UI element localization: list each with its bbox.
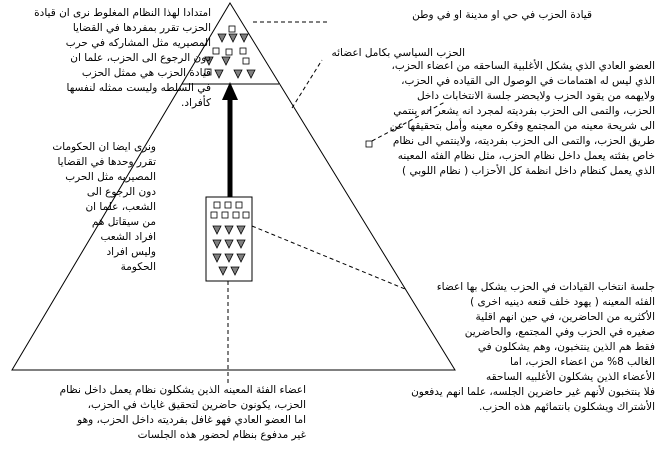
square-icon <box>233 212 239 218</box>
left-top-note: امتدادا لهذا النظام المغلوط نرى ان قيادة الحزب تقرر بمفردها في القضايا المصيريه مثل المشاركه في حرب دون الرجوع الى الحزب، علما ان قيادة الحزب هي ممثل الحزب في السلطه وليست ممثله لنفسها كأفراد. <box>34 7 211 109</box>
members-note: الحزب السياسي بكامل اعضائه <box>331 47 465 59</box>
left-mid-note: ونرى ايضا ان الحكومات تقرر وحدها في القضايا المصيريه مثل الحرب دون الرجوع الى الشعب، علما ان من سيقاتل هم افراد الشعب وليس افراد الحكومة <box>52 141 156 273</box>
leaders-note: قيادة الحزب في حي او مدينة او في وطن <box>412 9 592 21</box>
square-icon <box>229 26 235 32</box>
triangle-icon <box>240 34 248 42</box>
ordinary-member-note: العضو العادي الذي يشكل الأغلبية الساحقه من اعضاء الحزب، الذي ليس له اهتمامات في الوصول الى القياده في الحزب، ولايهمه من يقود الحزب ولايحضر جلسة الانتخابات داخل الحزب، والتمى الى الحزب بفرديته لمجرد انه يشعر انه ينتمي الى شريحة معينه من المجتمع وفكره معينه وأمل بتحقيقها عن طريق الحزب، والتمى الى الحزب بفرديته، ولاينتمي الى نظام خاص بفئته يعمل داخل نظام الحزب، مثل نظام الفئه المعينه الذي يعمل كنظام داخل انظمة كل الأحزاب ( نظام اللوبي ) <box>389 60 655 177</box>
square-icon <box>214 202 220 208</box>
square-icon <box>243 212 249 218</box>
triangle-icon <box>218 34 226 42</box>
square-icon <box>225 202 231 208</box>
square-icon <box>226 49 232 55</box>
square-icon <box>243 58 249 64</box>
square-icon <box>240 48 246 54</box>
arrow-head <box>222 82 238 100</box>
square-icon <box>222 212 228 218</box>
square-icon <box>236 202 242 208</box>
square-icon <box>211 212 217 218</box>
leader-line-members <box>292 60 322 108</box>
triangle-icon <box>222 57 230 65</box>
triangle-icon <box>215 70 223 78</box>
leader-line-election <box>252 226 405 289</box>
triangle-icon <box>234 70 242 78</box>
triangle-icon <box>229 34 237 42</box>
bottom-note: اعضاء الفئة المعينه الذين يشكلون نظام يعمل داخل نظام الحزب، يكونون حاضرين لتحقيق غاياث في الحزب، اما العضو العادي فهو غافل بفرديته داخل الحزب، وهو غير مدفوع بنظام لحضور هذه الجلسات <box>59 384 306 441</box>
leadership-cluster <box>205 26 255 78</box>
election-note: جلسة انتخاب القيادات في الحزب يشكل بها اعضاء الفئه المعينه ( يهود خلف قنعه دينيه اخرى ) الأكثريه من الحاضرين، في حين انهم اقلية صغيره في الحزب وفي المجتمع، والحاضرين فقط هم الذين ينتخبون، وهم يشكلون في الغالب 8% من اعضاء الحزب، اما الأعضاء الذين يشكلون الأغلبيه الساحقه فلا ينتخبون لأنهم غير حاضرين الجلسه، علما انهم يدفعون الأشتراك ويشكلون بانتمائهم هذه الحزب. <box>411 281 655 413</box>
square-icon <box>213 48 219 54</box>
triangle-icon <box>247 70 255 78</box>
special-group-box <box>206 197 252 281</box>
